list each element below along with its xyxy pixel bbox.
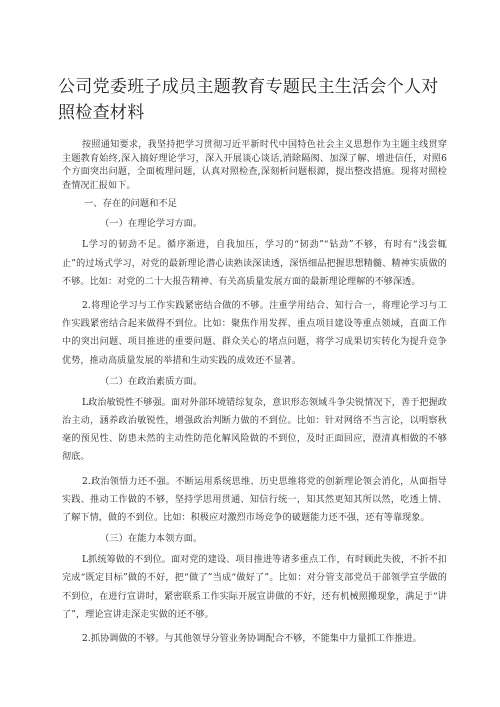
intro-paragraph: 按照通知要求，我坚持把学习贯彻习近平新时代中国特色社会主义思想作为主题主线贯穿主题教育始终,深入搞好理论学习，深入开展谈心谈话,消除隔阂、加深了解、增进信任，对照6个方面突出问题，全面梳理问题，认真对照检查,深刻析问题根源，提出整改措施。现将对照检查情况汇报如下。 <box>62 140 447 191</box>
document-body <box>62 138 447 648</box>
document-title-line-2: 照检查材料 <box>58 103 145 123</box>
paragraph-ability-2: 2.抓协调做的不够。与其他领导分管业务协调配合不够，不能集中力量抓工作推进。 <box>82 634 422 645</box>
subheading-ability: （三）在能力本领方面。 <box>100 533 203 545</box>
paragraph-ability-1: L抓统筹做的不到位。面对党的建设、项目推进等诸多重点工作，有时顾此失彼，不折不扣完成“既定目标”做的不好，把“做了”当成“做好了”。比如：对分管支部党员干部领学宣学做的不到位，在进行宣讲时，紧密联系工作实际开展宣讲做的不好，还有机械照搬现象，满足于“讲了”，理论宣讲走深走实做的还不够。 <box>62 555 447 620</box>
paragraph-political-2: 2.政治领悟力还不强。不断运用系统思维、历史思维将党的创新理论领会消化，从面指导实践、推动工作做的不够，坚持学思用贯通、知信行统一，知其然更知其所以然，吃透上情、了解下情，做的不到位。比如：积极应对激烈市场竞争的破题能力还不强，还有等靠现象。 <box>62 476 447 524</box>
document-title-line-1: 公司党委班子成员主题教育专题民主生活会个人对 <box>58 77 439 97</box>
paragraph-political-1: L政治敏锐性不够强。面对外部环境错综复杂，意识形态领域斗争尖锐情况下，善于把握政治主动，涵养政治敏锐性，增强政治判断力做的不到位。比如：针对网络不当言论，以明察秋毫的预见性、防患未然的主动性防范化解风险做的不到位，及时正面回应，澄清真相做的不够彻底。 <box>62 397 447 463</box>
section-heading-problems: 一、存在的问题和不足 <box>84 198 177 210</box>
paragraph-theory-2: 2.将理论学习与工作实践紧密结合做的不够。注重学用结合、知行合一，将理论学习与工作实践紧密结合起来做得不到位。比如：聚焦作用发挥、重点项目建设等重点领域，直面工作中的突出问题、项目推进的重要问题、群众关心的堵点问题，将学习成果切实转化为提升竞争优势，推动高质量发展的举措和生动实践的成效还不显著。 <box>62 300 447 366</box>
paragraph-theory-1: L学习的韧劲不足。循序渐进，自我加压，学习的“韧劲”“钻劲”不够，有时有“浅尝辄止”的过场式学习，对党的最新理论潜心读熟读深读透，深悟细品把握思想精髓、精神实质做的不够。比如：对党的二十大报告精神、有关高质量发展方面的最新理论理解的不够深透。 <box>62 240 447 287</box>
subheading-theory-study: （一）在理论学习方面。 <box>100 218 203 230</box>
subheading-political-quality: （二）在政治素质方面。 <box>100 375 203 387</box>
